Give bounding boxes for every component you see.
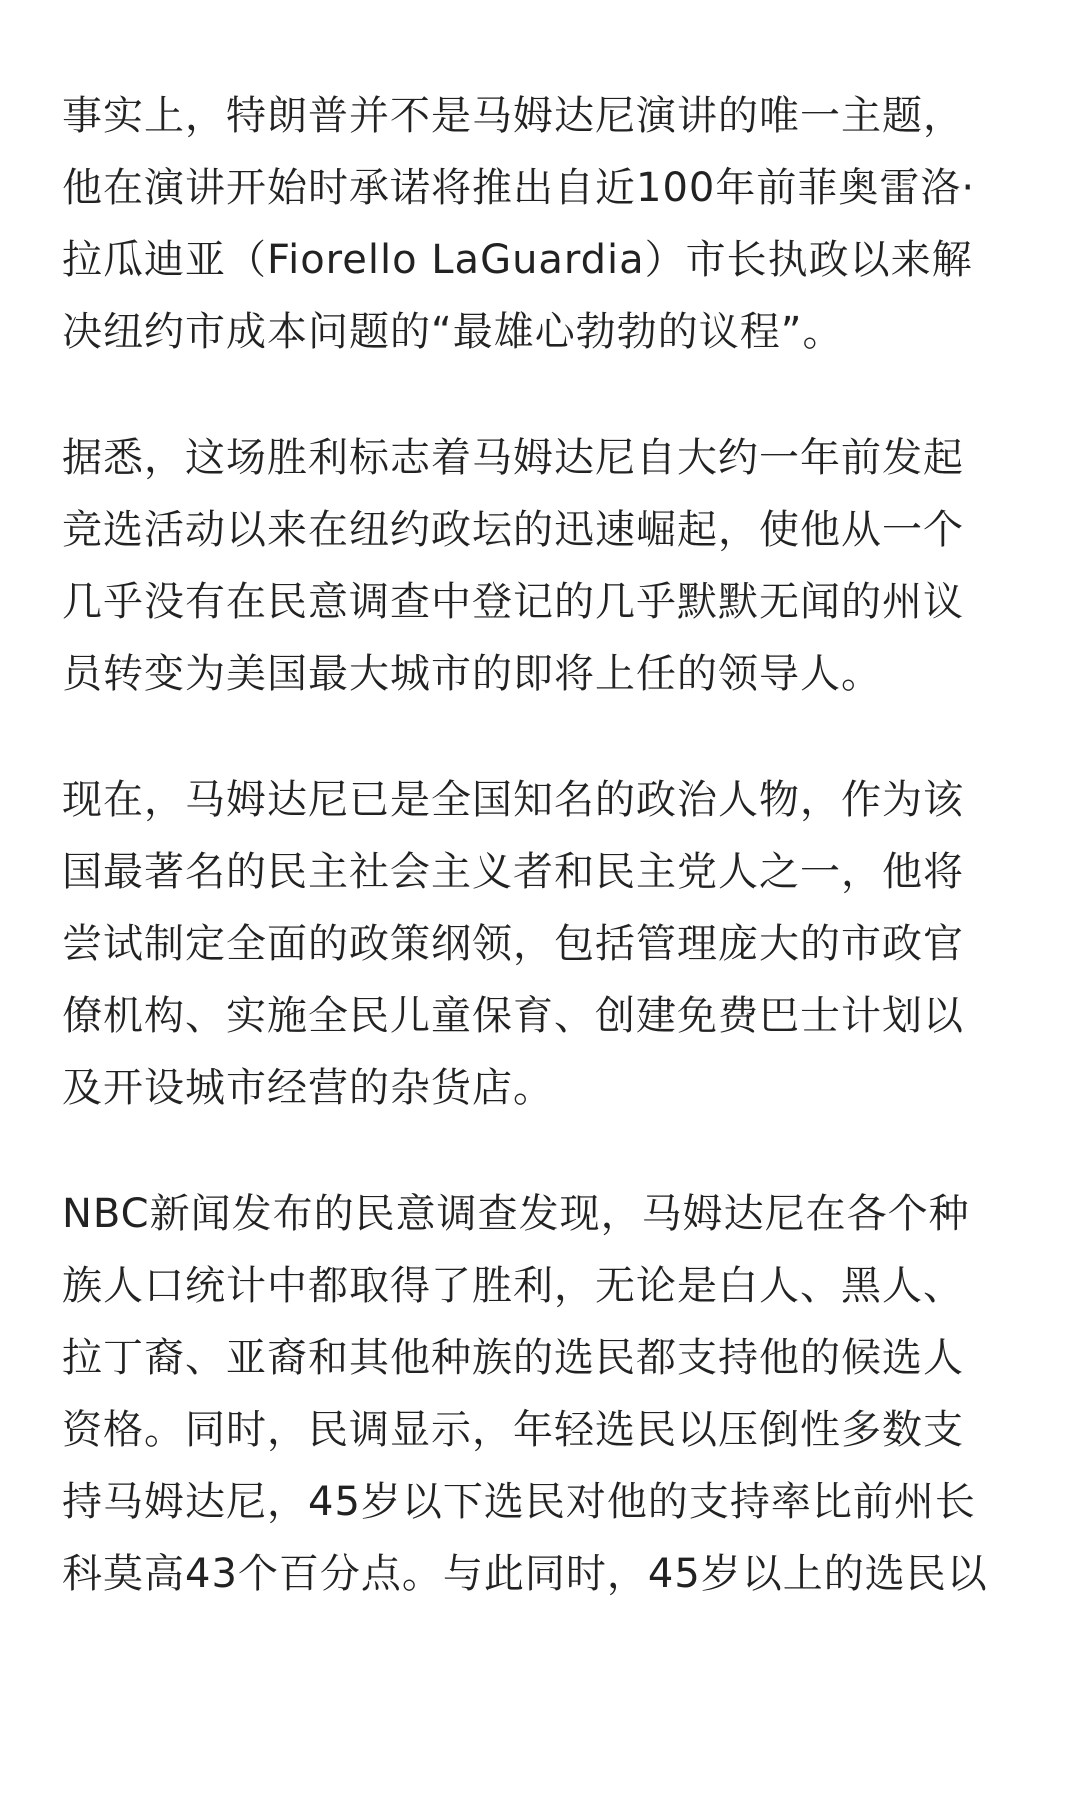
- text-line: 竞选活动以来在纽约政坛的迅速崛起，使他从一个: [62, 507, 964, 553]
- text-line: NBC新闻发布的民意调查发现，马姆达尼在各个种: [62, 1191, 970, 1237]
- text-line: 拉瓜迪亚（Fiorello LaGuardia）市长执政以来解: [62, 237, 973, 283]
- text-line: 族人口统计中都取得了胜利，无论是白人、黑人、: [62, 1263, 964, 1309]
- text-line: 资格。同时，民调显示，年轻选民以压倒性多数支: [62, 1407, 964, 1453]
- text-line: 几乎没有在民意调查中登记的几乎默默无闻的州议: [62, 579, 964, 625]
- text-line: 拉丁裔、亚裔和其他种族的选民都支持他的候选人: [62, 1335, 964, 1381]
- text-line: 现在，马姆达尼已是全国知名的政治人物，作为该: [62, 777, 964, 823]
- paragraph-4: [62, 1178, 1022, 1610]
- text-line: 他在演讲开始时承诺将推出自近100年前菲奥雷洛·: [62, 165, 976, 211]
- text-line: 僚机构、实施全民儿童保育、创建免费巴士计划以: [62, 993, 964, 1039]
- text-line: 决纽约市成本问题的“最雄心勃勃的议程”。: [62, 309, 844, 355]
- text-line: 及开设城市经营的杂货店。: [62, 1065, 554, 1111]
- text-line: 尝试制定全面的政策纲领，包括管理庞大的市政官: [62, 921, 964, 967]
- text-line: 国最著名的民主社会主义者和民主党人之一，他将: [62, 849, 964, 895]
- article-body: [62, 80, 1022, 1664]
- paragraph-3: [62, 764, 1022, 1124]
- paragraph-2: [62, 422, 1022, 710]
- text-line: 事实上，特朗普并不是马姆达尼演讲的唯一主题，: [62, 93, 964, 139]
- text-line: 据悉，这场胜利标志着马姆达尼自大约一年前发起: [62, 435, 964, 481]
- text-line: 持马姆达尼，45岁以下选民对他的支持率比前州长: [62, 1479, 976, 1525]
- text-line: 员转变为美国最大城市的即将上任的领导人。: [62, 651, 882, 697]
- text-line: 科莫高43个百分点。与此同时，45岁以上的选民以: [62, 1551, 988, 1597]
- paragraph-1: [62, 80, 1022, 368]
